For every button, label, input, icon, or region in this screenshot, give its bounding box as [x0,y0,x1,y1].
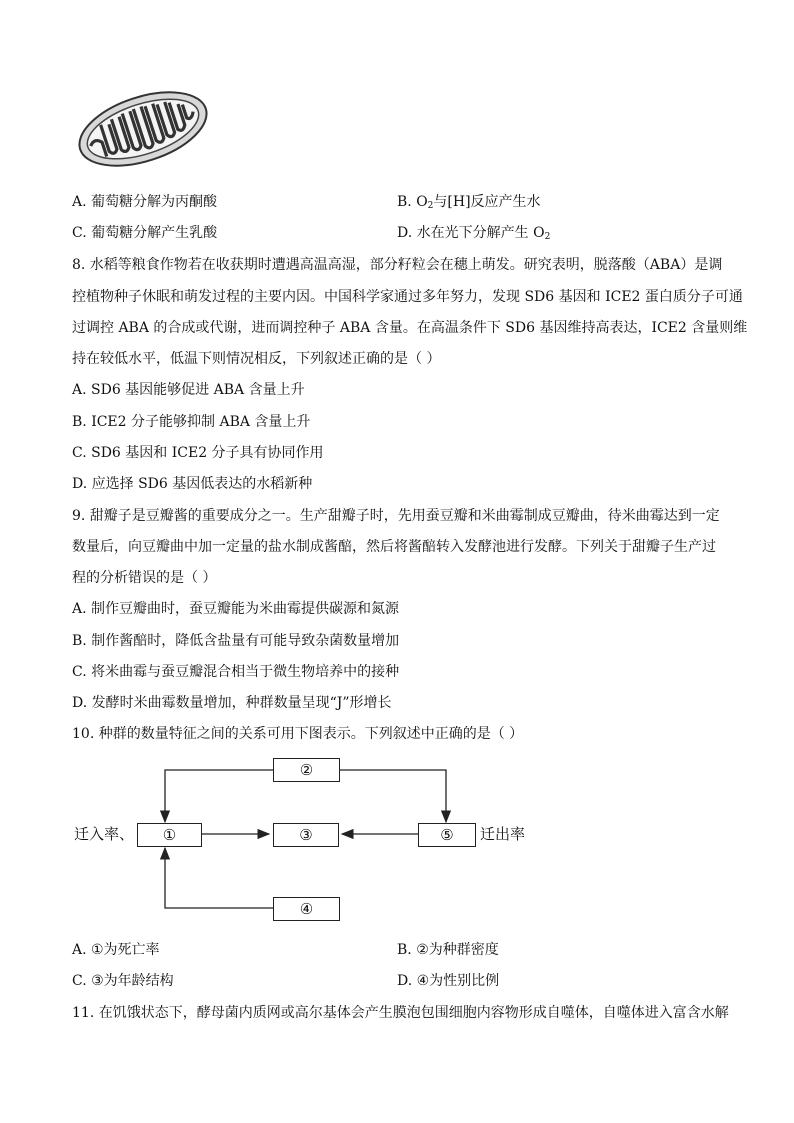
q10-option-c: C. ③为年龄结构 [72,973,174,989]
q10-option-b: B. ②为种群密度 [397,942,499,958]
q9-option-a: A. 制作豆瓣曲时，蚕豆瓣能为米曲霉提供碳源和氮源 [72,601,400,617]
q9-option-d: D. 发酵时米曲霉数量增加，种群数量呈现“J”形增长 [72,695,392,711]
q8-option-a: A. SD6 基因能够促进 ABA 含量上升 [72,382,305,398]
q8-stem-line-1: 8. 水稻等粮食作物若在收获期时遭遇高温高湿，部分籽粒会在穗上萌发。研究表明，脱落酸（ABA）是调 [72,257,723,273]
diagram-box-5: ⑤ [418,823,476,847]
q9-stem-line-1: 9. 甜瓣子是豆瓣酱的重要成分之一。生产甜瓣子时，先用蚕豆瓣和米曲霉制成豆瓣曲，待米曲霉达到一定 [72,508,720,524]
q8-stem-line-2: 控植物种子休眠和萌发过程的主要内因。中国科学家通过多年努力，发现 SD6 基因和 ICE2 蛋白质分子可通 [72,289,743,305]
q9-stem-line-2: 数量后，向豆瓣曲中加一定量的盐水制成酱醅，然后将酱醅转入发酵池进行发酵。下列关于甜瓣子生产过 [72,539,716,555]
q8-stem-line-4: 持在较低水平，低温下则情况相反，下列叙述正确的是（ ） [72,351,441,367]
q7-option-a: A. 葡萄糖分解为丙酮酸 [72,194,218,210]
mitochondrion-illustration [72,82,214,176]
q8-option-d: D. 应选择 SD6 基因低表达的水稻新种 [72,476,313,492]
q8-option-b: B. ICE2 分子能够抑制 ABA 含量上升 [72,414,311,430]
diagram-box-3: ③ [273,823,339,847]
q8-stem-line-3: 过调控 ABA 的合成或代谢，进而调控种子 ABA 含量。在高温条件下 SD6 基因维持高表达，ICE2 含量则维 [72,320,748,336]
q8-option-c: C. SD6 基因和 ICE2 分子具有协同作用 [72,445,324,461]
diagram-box-4: ④ [273,897,340,921]
q7-option-b: B. $O_2$与[H]反应产生水 [397,194,541,211]
diagram-box-1: ① [137,823,202,847]
q9-option-b: B. 制作酱醅时，降低含盐量有可能导致杂菌数量增加 [72,633,400,649]
population-characteristics-diagram [60,752,560,932]
q10-option-d: D. ④为性别比例 [397,973,500,989]
emigration-rate-label: 迁出率 [480,825,526,843]
q10-option-a: A. ①为死亡率 [72,942,160,958]
q11-stem: 11. 在饥饿状态下，酵母菌内质网或高尔基体会产生膜泡包围细胞内容物形成自噬体，自噬体进入富含水解 [72,1005,729,1021]
diagram-box-2: ② [273,758,340,782]
q9-option-c: C. 将米曲霉与蚕豆瓣混合相当于微生物培养中的接种 [72,664,400,680]
q7-option-c: C. 葡萄糖分解产生乳酸 [72,225,218,241]
q10-stem: 10. 种群的数量特征之间的关系可用下图表示。下列叙述中正确的是（ ） [72,726,524,742]
immigration-rate-label: 迁入率、 [74,825,135,843]
q7-option-d: D. 水在光下分解产生 $O_2$ [397,225,551,242]
q9-stem-line-3: 程的分析错误的是（ ） [72,570,217,586]
